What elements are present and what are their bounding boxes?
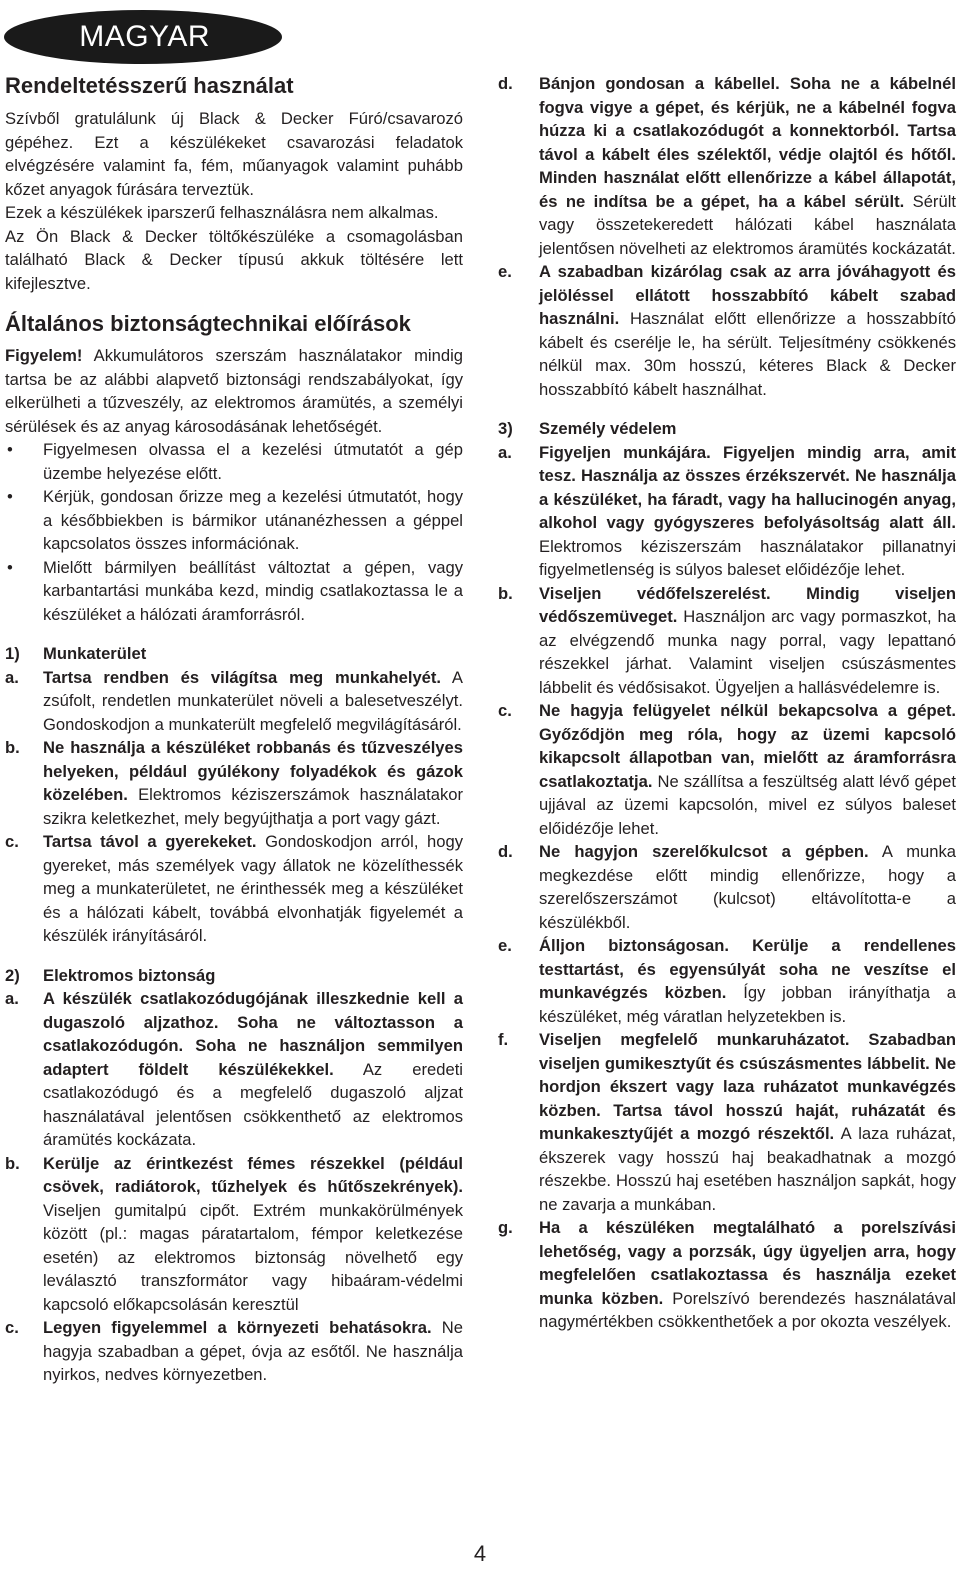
item-bold-text: A szabadban kizárólag csak az arra jóváhagyott és jelöléssel ellátott hosszabbító kábelt szabad használni.: [539, 262, 956, 328]
item-text: [43, 736, 463, 830]
item-body-text: A zsúfolt, rendetlen munkaterület növeli a balesetveszélyt. Gondoskodjon a munkaterült megfelelő megvilágításáról.: [43, 667, 463, 734]
list-item: [498, 260, 956, 401]
item-bold-text: Ne hagyjon szerelőkulcsot a gépben.: [539, 842, 869, 861]
language-tab: MAGYAR: [4, 10, 282, 64]
item-bold-text: Tartsa rendben és világítsa meg munkahelyét.: [43, 667, 442, 687]
list-item: [5, 736, 463, 830]
item-bold-text: Ne használja a készüléket robbanás és tűzveszélyes helyeken, például gyúlékony folyadékok és gázok közelében.: [43, 738, 463, 804]
item-body-text: Használjon arc vagy pormaszkot, ha az elvégzendő munka nagy porral, vagy lepattanó részekkel járhat. Valamint viseljen csúszásmentes lábbelit és védősisakot. Ügyeljen a hallásvédelemre is.: [539, 607, 956, 697]
intro-paragraph-3: Az Ön Black & Decker töltőkészüléke a csomagolásban található Black & Decker típusú akkuk töltésére lett kifejlesztve.: [5, 226, 463, 293]
item-letter: c.: [5, 832, 19, 851]
item-letter: e.: [498, 936, 512, 955]
item-letter: g.: [498, 1218, 513, 1237]
item-text: [539, 1216, 956, 1334]
list-item: [5, 438, 463, 485]
intro-paragraph-2: Ezek a készülékek iparszerű felhasználásra nem alkalmas.: [5, 203, 439, 222]
item-bold-text: Álljon biztonságosan. Kerülje a rendellenes testtartást, és egyensúlyát soha ne veszítse el munkavégzés közben.: [539, 936, 956, 1002]
right-column: [498, 72, 956, 1334]
item-text: [539, 1028, 956, 1216]
intro-paragraph-1: Szívből gratulálunk új Black & Decker Fúró/csavarozó gépéhez. Ezt a készülékeket csavarozási feladatok elvégzésére valamint fa, fém, műanyagok valamint puhább kőzet anyagok fúrására terveztük.: [5, 109, 463, 199]
item-bold-text: Bánjon gondosan a kábellel. Soha ne a kábelnél fogva vigye a gépet, és kérjük, ne a kábelnél fogva húzza ki a csatlakozódugót a konnektorból. Tartsa távol a kábelt éles szélektől, védje olajtól és hőtől. Minden használat előtt ellenőrizze a kábel állapotát, és ne indítsa be a gépet, ha a kábel sérült.: [539, 74, 956, 211]
bullet-list: [5, 438, 463, 626]
list-item: [498, 72, 956, 260]
item-body-text: Használat előtt ellenőrizze a hosszabbító kábelt és cserélje le, ha sérült. Teljesítmény csökkenés nélkül max. 30m hosszú, kéteres Black & Decker hosszabbító kábelt használhat.: [539, 309, 956, 399]
list-item: [498, 840, 956, 934]
item-bold-text: Ne hagyja felügyelet nélkül bekapcsolva a gépet. Győződjön meg róla, hogy az üzemi kapcsoló kikapcsolt állapotban van, mielőtt az áramforrásra csatlakoztatja.: [539, 701, 956, 791]
intended-use-heading: Rendeltetésszerű használat: [5, 73, 294, 98]
item-letter: b.: [5, 1153, 20, 1173]
list-item: [5, 1152, 463, 1317]
item-text: [43, 1152, 463, 1317]
bullet-text: Kérjük, gondosan őrizze meg a kezelési útmutatót, hogy a későbbiekben is bármikor utánanézhessen a géppel kapcsolatos összes információnak.: [43, 487, 463, 553]
left-column: [5, 72, 463, 1387]
item-bold-text: Viseljen védőfelszerelést. Mindig viseljen védőszemüveget.: [539, 583, 956, 626]
section-work-area: [5, 642, 463, 666]
list-item: [498, 441, 956, 582]
item-letter: f.: [498, 1030, 509, 1049]
item-body-text: Ne szállítsa a feszültség alatt lévő gépet ujjával az üzemi kapcsolón, mivel ez súlyos baleset előidézője lehet.: [539, 771, 956, 838]
warning-label: Figyelem!: [5, 346, 83, 365]
item-body-text: A laza ruházat, ékszerek vagy hosszú haj beakadhatnak a mozgó részekbe. Hosszú haj esetében használjon sapkát, hogy ne zavarja a munkában.: [539, 1124, 957, 1214]
item-body-text: Elektromos kéziszerszám használatakor pillanatnyi figyelmetlenség is súlyos baleset előidézője lehet.: [539, 536, 956, 579]
item-body-text: Ne hagyja szabadban a gépet, óvja az esőtől. Ne használja nyirkos, nedves környezetben.: [43, 1318, 463, 1384]
bullet-icon: •: [7, 440, 13, 459]
item-text: [539, 441, 956, 582]
list-item: [5, 1316, 463, 1387]
list-item: [498, 582, 956, 700]
item-body-text: Az eredeti csatlakozódugó és a megfelelő dugaszoló aljzat használatával jelentősen csökkenthető az elektromos áramütés kockázata.: [43, 1059, 463, 1149]
section-electrical-safety: [5, 964, 463, 988]
item-text: [539, 934, 956, 1028]
item-letter: b.: [498, 583, 513, 603]
item-text: [539, 840, 956, 934]
item-bold-text: Kerülje az érintkezést fémes részekkel (például csövek, radiátorok, tűzhelyek és hűtőszekrények).: [43, 1153, 463, 1196]
list-item: [5, 830, 463, 948]
item-bold-text: Legyen figyelemmel a környezeti behatásokra.: [43, 1318, 432, 1337]
item-text: [539, 582, 956, 700]
safety-heading: Általános biztonságtechnikai előírások: [5, 311, 411, 336]
section-title: Személy védelem: [539, 419, 677, 438]
item-text: [43, 987, 463, 1152]
list-item: [498, 699, 956, 840]
item-letter: a.: [5, 667, 19, 687]
item-text: [43, 1316, 463, 1387]
warning-text: Akkumulátoros szerszám használatakor mindig tartsa be az alábbi alapvető biztonsági rendszabályokat, így elkerülheti a tűzveszély, az elektromos áramütés, a személyi sérülések és az anyag károsodásának lehetőségét.: [5, 346, 463, 436]
section-number: 3): [498, 419, 513, 438]
section-number: 2): [5, 965, 20, 985]
item-body-text: Viseljen gumitalpú cipőt. Extrém munkakörülmények között (pl.: magas páratartalom, fémpor keletkezése esetén) az elektromos biztonság növelhető egy leválasztó transzformátor vagy hibaáram-védelmi kapcsoló előkapcsolásán keresztül: [43, 1200, 463, 1314]
item-body-text: Gondoskodjon arról, hogy gyereket, más személyek vagy állatok ne közelíthessék meg a munkaterületet, ne érinthessék meg a készüléket és a hálózati kábelt, továbbá elvonhatják figyelemét a készülék irányításáról.: [43, 832, 463, 945]
item-letter: e.: [498, 262, 512, 281]
item-bold-text: A készülék csatlakozódugójának illeszkednie kell a dugaszoló aljzathoz. Soha ne változtasson a csatlakozódugón. Soha ne használjon semmilyen adaptert földelt készülékekkel.: [43, 989, 463, 1079]
item-body-text: Így jobban irányíthatja a készüléket, még váratlan helyzetekben is.: [539, 983, 957, 1026]
item-body-text: Elektromos kéziszerszámok használatakor szikra keletkezhet, mely begyújthatja a port vagy gázt.: [43, 785, 463, 828]
section-number: 1): [5, 644, 20, 663]
bullet-text: Figyelmesen olvassa el a kezelési útmutatót a gép üzembe helyezése előtt.: [43, 440, 463, 483]
item-text: [539, 699, 956, 840]
item-letter: c.: [498, 701, 512, 720]
item-bold-text: Viseljen megfelelő munkaruházatot. Szabadban viseljen gumikesztyűt és csúszásmentes lábbelit. Ne hordjon ékszert vagy laza ruházatot munkavégzés közben. Tartsa távol hosszú haját, ruházatát és munkakesztyűjét a mozgó részektől.: [539, 1030, 956, 1143]
list-item: [5, 666, 463, 737]
bullet-text: Mielőtt bármilyen beállítást változtat a gépen, vagy karbantartási munkába kezd, mindig csatlakoztassa le a készüléket a hálózati áramforrásról.: [43, 557, 463, 624]
item-letter: b.: [5, 738, 20, 757]
section-title: Elektromos biztonság: [43, 965, 216, 985]
list-item: [5, 485, 463, 556]
list-item: [498, 934, 956, 1028]
item-letter: d.: [498, 842, 513, 861]
item-body-text: A munka megkezdése előtt mindig ellenőrizze, hogy a szerelőszerszámot (kulcsot) eltávolította-e a készülékből.: [539, 842, 957, 932]
item-letter: a.: [5, 989, 19, 1008]
item-letter: a.: [498, 442, 512, 462]
item-text: [539, 260, 956, 401]
section-title: Munkaterület: [43, 644, 147, 663]
list-item: [498, 1216, 956, 1334]
item-text: [539, 72, 956, 260]
item-body-text: Porelszívó berendezés használatával nagymértékben csökkenthetőek a por okozta veszélyek.: [539, 1288, 956, 1331]
warning-paragraph: [5, 344, 463, 438]
page-number: 4: [473, 1541, 487, 1566]
bullet-icon: •: [7, 557, 13, 577]
item-text: [43, 830, 463, 948]
item-bold-text: Ha a készüléken megtalálható a porelszívási lehetőség, vagy a porzsák, úgy ügyeljen arra, hogy megfelelően csatlakoztassa és használja ezeket munka közben.: [539, 1218, 956, 1308]
list-item: [5, 987, 463, 1152]
item-letter: d.: [498, 74, 513, 93]
item-bold-text: Figyeljen munkájára. Figyeljen mindig arra, amit tesz. Használja az összes érzékszervét. Ne használja a készüléket, ha fáradt, vagy ha hallucinogén anyag, alkohol vagy gyógyszeres befolyásoltság alatt áll.: [539, 442, 956, 532]
item-text: [43, 666, 463, 737]
bullet-icon: •: [7, 487, 13, 506]
list-item: [5, 556, 463, 627]
section-personal-protection: [498, 417, 956, 441]
item-bold-text: Tartsa távol a gyerekeket.: [43, 832, 257, 851]
item-body-text: Sérült vagy összetekeredett hálózati kábel használata jelentősen növelheti az elektromos áramütés kockázatát.: [539, 191, 956, 258]
list-item: [498, 1028, 956, 1216]
item-letter: c.: [5, 1318, 19, 1337]
